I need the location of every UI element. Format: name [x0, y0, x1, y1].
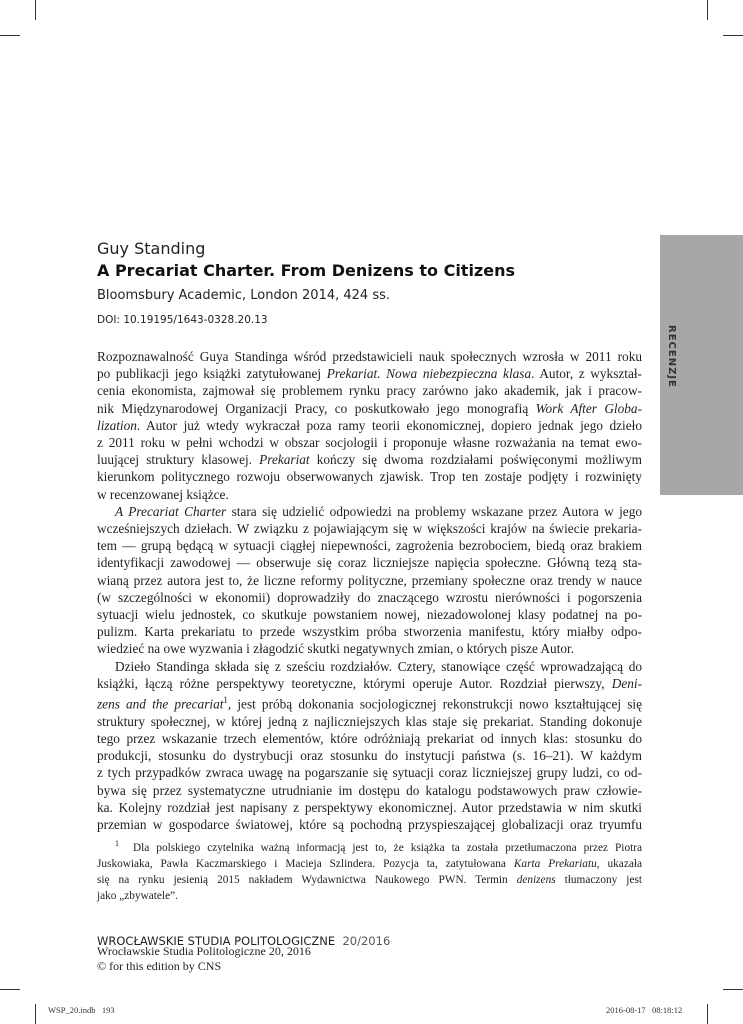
text-line: [97, 799, 642, 816]
text-run: po publikacji jego książki zatytułowanej: [97, 366, 327, 382]
doi-link[interactable]: DOI: 10.19195/1643-0328.20.13: [97, 314, 268, 326]
text-run: produkcji, stosunku do dystrybucji oraz stosunku do instytucji państwa (s. 16–21). W każdym: [97, 748, 642, 764]
print-file-info: WSP_20.indb 193: [48, 1005, 115, 1015]
book-title-italic: lization: [97, 417, 137, 433]
text-run: tego przez wskazanie trzech elementów, które odróżniają prekariat od innych klas: stosunku do: [97, 730, 642, 746]
text-line: [97, 554, 642, 571]
text-line: [97, 606, 642, 623]
text-run: z 2011 roku w pełni wchodzi w obszar socjologii i proponuje własne rozważania na temat ewo-: [97, 435, 642, 451]
chapter-title-italic: zens and the precariat: [97, 696, 224, 712]
text-line: [97, 747, 642, 764]
text-run: (w szczególności w ekonomii) doprowadziły do znaczącego wzrostu nierówności i pogorszenia: [97, 589, 642, 605]
chapter-title-italic: Deni-: [611, 675, 642, 691]
text-line: [97, 872, 642, 888]
paragraph-3: [97, 658, 642, 833]
book-title-italic: Prekariat: [259, 452, 310, 468]
text-run: się na rynku jesienią 2015 nakładem Wydawnictwa Naukowego PWN. Termin: [97, 873, 517, 886]
book-publisher: Bloomsbury Academic, London 2014, 424 ss.: [97, 288, 391, 303]
crop-mark-top-left: [35, 0, 36, 20]
text-run: cenia ekonomista, zajmował się problemem rynku pracy zarówno jako akademik, jak i pracow-: [97, 383, 642, 399]
text-line: [97, 589, 642, 606]
text-run: kierunkom politycznego rozwoju obserwowanych zjawisk. Trop ten zostaje podjęty i rozwinięty: [97, 469, 642, 485]
text-run: kończy się dwoma rozdziałami poświęconymi możliwym: [309, 452, 642, 468]
text-run: , ukazała: [596, 857, 642, 870]
text-line: [97, 572, 642, 589]
crop-mark-left-bottom: [0, 989, 20, 990]
footnote: [97, 836, 642, 904]
text-run: bywa się przez systematyczne utrudnianie im dostępu do katalogu podstawowych praw człowie-: [97, 782, 642, 798]
text-line: [97, 623, 642, 640]
crop-mark-bottom-right: [707, 1004, 708, 1024]
text-run: pulizm. Karta prekariatu to przede wszystkim próba stworzenia manifestu, który miałby odpo-: [97, 624, 642, 640]
journal-edition: Wrocławskie Studia Politologiczne 20, 2016: [97, 944, 311, 958]
print-timestamp: 2016-08-17 08:18:12: [606, 1005, 683, 1015]
text-line: [97, 417, 642, 434]
text-run: luującej struktury klasowej.: [97, 452, 260, 468]
crop-mark-top-right: [707, 0, 708, 20]
section-label: RECENZJE: [666, 325, 677, 388]
text-run: Dzieło Standinga składa się z sześciu rozdziałów. Cztery, stanowiące część wprowadzającą do: [115, 658, 642, 674]
footnote-marker: 1: [115, 839, 119, 848]
text-line: [97, 764, 642, 781]
text-run: . Autor, z wykształ-: [531, 366, 642, 382]
text-run: Dla polskiego czytelnika ważną informacją jest to, że książka ta została przetłumaczona przez Piotra: [133, 841, 643, 854]
book-title-italic: A Precariat Charter: [115, 503, 227, 519]
book-title-italic: Karta Prekariatu: [513, 857, 597, 870]
journal-copyright: [97, 944, 311, 974]
text-run: sytuacji wielu jednostek, co skutkuje powstaniem nowej, niezadowolonej klasy podatnej na po-: [97, 607, 642, 623]
text-line: [97, 400, 642, 417]
text-line: [97, 640, 642, 657]
text-run: , jest próbą dokonania socjologicznej rekonstrukcji nowo kształtującej się: [227, 696, 642, 712]
text-run: z tych przypadków zwraca uwagę na pogarszanie się sytuacji coraz liczniejszej grupy ludzi, co od-: [97, 765, 642, 781]
text-run: wiedzieć na owe wyzwania i złagodzić skutki negatywnych zmian, o których pisze Autor.: [97, 641, 575, 657]
text-line: [97, 348, 642, 365]
crop-mark-bottom-left: [35, 1004, 36, 1024]
text-run: książki, łączą różne perspektywy teoretyczne, którymi operuje Autor. Rozdział pierwszy,: [97, 675, 612, 691]
crop-mark-right-top: [723, 35, 743, 36]
text-run: stara się udzielić odpowiedzi na problemy wskazane przez Autora w jego: [226, 503, 642, 519]
term-italic: denizens: [516, 873, 556, 886]
text-run: w recenzowanej książce.: [97, 486, 229, 502]
review-body: [97, 348, 642, 833]
text-run: jako „zbywatele”.: [97, 889, 178, 902]
paragraph-2: [97, 503, 642, 658]
text-line: [97, 888, 642, 904]
text-line: [97, 520, 642, 537]
paragraph-1: [97, 348, 642, 503]
text-run: Juskowiaka, Pawła Kaczmarskiego i Macieja Szlindera. Pozycja ta, zatytułowana: [97, 857, 514, 870]
journal-name: WROCŁAWSKIE STUDIA POLITOLOGICZNE: [97, 934, 336, 948]
copyright-notice: © for this edition by CNS: [97, 959, 222, 973]
text-line: [97, 382, 642, 399]
book-title-italic: Work After Globa-: [535, 400, 642, 416]
text-line: [97, 468, 642, 485]
crop-mark-left-top: [0, 35, 20, 36]
text-line: [97, 365, 642, 382]
book-author: Guy Standing: [97, 239, 206, 258]
journal-issue: 20/2016: [342, 934, 391, 948]
text-line: [97, 856, 642, 872]
text-run: wianą przez autora jest to, że liczne reformy polityczne, przemiany społeczne oraz trendy w nauce: [97, 572, 642, 588]
footnote-reference[interactable]: 1: [223, 695, 228, 706]
text-line: [97, 836, 642, 856]
text-run: tłumaczony jest: [555, 873, 642, 886]
book-title-italic: Prekariat. Nowa niebezpieczna klasa: [326, 366, 532, 382]
text-line: [97, 816, 642, 833]
text-run: struktury społecznej, w której jedną z najliczniejszych klas staje się prekariat. Standing dokonuje: [97, 713, 642, 729]
text-line: [97, 503, 642, 520]
text-run: . Autor już wtedy wykraczał poza ramy teorii ekonomicznej, dopiero jednak jego dzieło: [136, 417, 642, 433]
text-line: [97, 451, 642, 468]
text-line: [97, 434, 642, 451]
text-line: [97, 675, 642, 692]
text-run: Rozpoznawalność Guya Standinga wśród przedstawicieli nauk społecznych wzrosła w 2011 roku: [97, 349, 642, 364]
text-line: [97, 692, 642, 713]
text-line: [97, 658, 642, 675]
text-run: nik Międzynarodowej Organizacji Pracy, co poskutkowało jego monografią: [97, 400, 536, 416]
text-run: ka. Kolejny rozdział jest napisany z perspektywy ekonomicznej. Autor przedstawia w nim skutki: [97, 799, 642, 815]
text-line: [97, 730, 642, 747]
text-line: [97, 782, 642, 799]
book-title: A Precariat Charter. From Denizens to Citizens: [97, 261, 516, 280]
text-run: identyfikacji zawodowej — obserwuje się coraz liczniejsze napięcia społeczne. Główną tezą sta-: [97, 555, 642, 571]
text-run: tem — grupą będącą w sytuacji ciągłej niepewności, zagrożenia bezrobociem, biedą oraz brakiem: [97, 538, 642, 554]
text-line: [97, 713, 642, 730]
text-line: [97, 537, 642, 554]
text-run: przemian w gospodarce światowej, które są pochodną przyspieszającej globalizacji oraz tryumfu: [97, 816, 642, 832]
crop-mark-right-bottom: [723, 989, 743, 990]
text-line: [97, 486, 642, 503]
text-run: wcześniejszych dziełach. W związku z pojawiającym się w większości krajów na świecie prekaria-: [97, 521, 642, 537]
